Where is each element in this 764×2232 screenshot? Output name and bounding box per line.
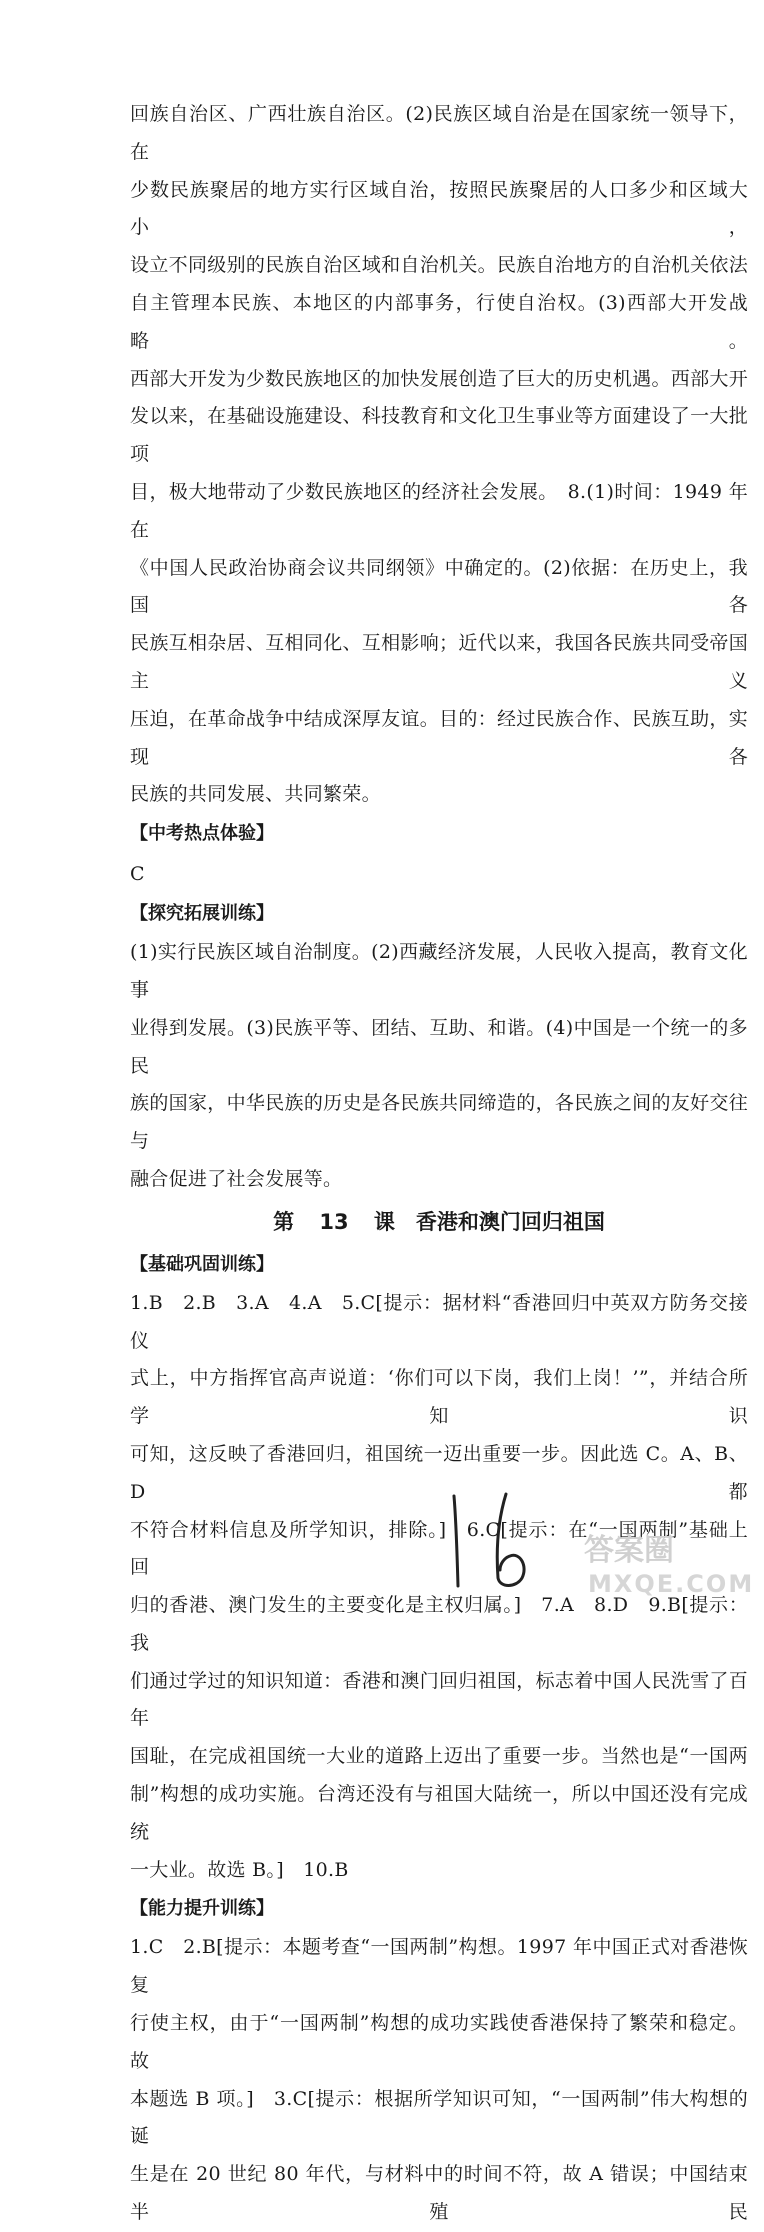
handwritten-page-number bbox=[440, 1490, 560, 1590]
text-line: 融合促进了社会发展等。 bbox=[130, 1167, 343, 1190]
svg-text:答案圈: 答案圈 bbox=[584, 1533, 674, 1568]
text-line: 可知，这反映了香港回归，祖国统一迈出重要一步。因此选 C。A、B、D 都 bbox=[130, 1442, 748, 1503]
text-line: 一大业。故选 B。] 10.B bbox=[130, 1858, 349, 1881]
text-line: 归的香港、澳门发生的主要变化是主权归属。] 7.A 8.D 9.B[提示：我 bbox=[130, 1594, 748, 1654]
text-line: 式上，中方指挥官高声说道：‘你们可以下岗，我们上岗！’”，并结合所学知识 bbox=[130, 1367, 748, 1428]
text-line: 1.B 2.B 3.A 4.A 5.C[提示：据材料“香港回归中英双方防务交接仪 bbox=[130, 1291, 748, 1352]
text-line: 本题选 B 项。] 3.C[提示：根据所学知识可知，“一国两制”伟大构想的诞 bbox=[130, 2087, 748, 2148]
answer-zhongkao: C bbox=[130, 863, 145, 886]
text-line: 1.C 2.B[提示：本题考查“一国两制”构想。1997 年中国正式对香港恢复 bbox=[130, 1936, 748, 1997]
answer-block-continued bbox=[130, 96, 748, 814]
text-line: 设立不同级别的民族自治区域和自治机关。民族自治地方的自治机关依法 bbox=[130, 254, 748, 277]
text-line: 族的国家，中华民族的历史是各民族共同缔造的，各民族之间的友好交往与 bbox=[130, 1092, 748, 1153]
text-line: 民族互相杂居、互相同化、互相影响；近代以来，我国各民族共同受帝国主义 bbox=[130, 632, 748, 692]
section-heading-tanjiu: 【探究拓展训练】 bbox=[130, 903, 274, 925]
answer-page bbox=[130, 96, 748, 2232]
text-line: 制”构想的成功实施。台湾还没有与祖国大陆统一，所以中国还没有完成统 bbox=[130, 1783, 748, 1843]
lesson-title: 第 13 课 香港和澳门回归祖国 bbox=[273, 1209, 605, 1234]
text-line: 不符合材料信息及所学知识，排除。] 6.C[提示：在“一国两制”基础上回 bbox=[130, 1518, 748, 1579]
answer-block-nengli bbox=[130, 1929, 748, 2231]
section-heading-nengli: 【能力提升训练】 bbox=[130, 1898, 274, 1920]
text-line: 发以来，在基础设施建设、科技教育和文化卫生事业等方面建设了一大批项 bbox=[130, 405, 748, 466]
text-line: 《中国人民政治协商会议共同纲领》中确定的。(2)依据：在历史上，我国各 bbox=[130, 556, 748, 617]
answer-block-tanjiu bbox=[130, 934, 748, 1199]
section-heading-jichu: 【基础巩固训练】 bbox=[130, 1253, 274, 1275]
section-heading-zhongkao: 【中考热点体验】 bbox=[130, 823, 274, 845]
text-line: 西部大开发为少数民族地区的加快发展创造了巨大的历史机遇。西部大开 bbox=[130, 367, 748, 390]
svg-text:MXQE.COM: MXQE.COM bbox=[588, 1570, 755, 1598]
text-line: 少数民族聚居的地方实行区域自治，按照民族聚居的人口多少和区域大小， bbox=[130, 178, 748, 239]
text-line: 回族自治区、广西壮族自治区。(2)民族区域自治是在国家统一领导下，在 bbox=[130, 103, 748, 163]
text-line: 行使主权，由于“一国两制”构想的成功实践使香港保持了繁荣和稳定。故 bbox=[130, 2012, 748, 2072]
text-line: 自主管理本民族、本地区的内部事务，行使自治权。(3)西部大开发战略。 bbox=[130, 291, 748, 352]
text-line: 目，极大地带动了少数民族地区的经济社会发展。 8.(1)时间：1949 年在 bbox=[130, 480, 748, 541]
text-line: 国耻，在完成祖国统一大业的道路上迈出了重要一步。当然也是“一国两 bbox=[130, 1745, 748, 1768]
text-line: 生是在 20 世纪 80 年代，与材料中的时间不符，故 A 错误；中国结束半殖民 bbox=[130, 2163, 748, 2224]
text-line: 们通过学过的知识知道：香港和澳门回归祖国，标志着中国人民洗雪了百年 bbox=[130, 1669, 748, 1730]
text-line: 民族的共同发展、共同繁荣。 bbox=[130, 783, 381, 806]
watermark-logo bbox=[578, 1528, 760, 1598]
text-line: (1)实行民族区域自治制度。(2)西藏经济发展，人民收入提高，教育文化事 bbox=[130, 941, 748, 1001]
text-line: 压迫，在革命战争中结成深厚友谊。目的：经过民族合作、民族互助，实现各 bbox=[130, 707, 748, 768]
text-line: 业得到发展。(3)民族平等、团结、互助、和谐。(4)中国是一个统一的多民 bbox=[130, 1016, 748, 1077]
